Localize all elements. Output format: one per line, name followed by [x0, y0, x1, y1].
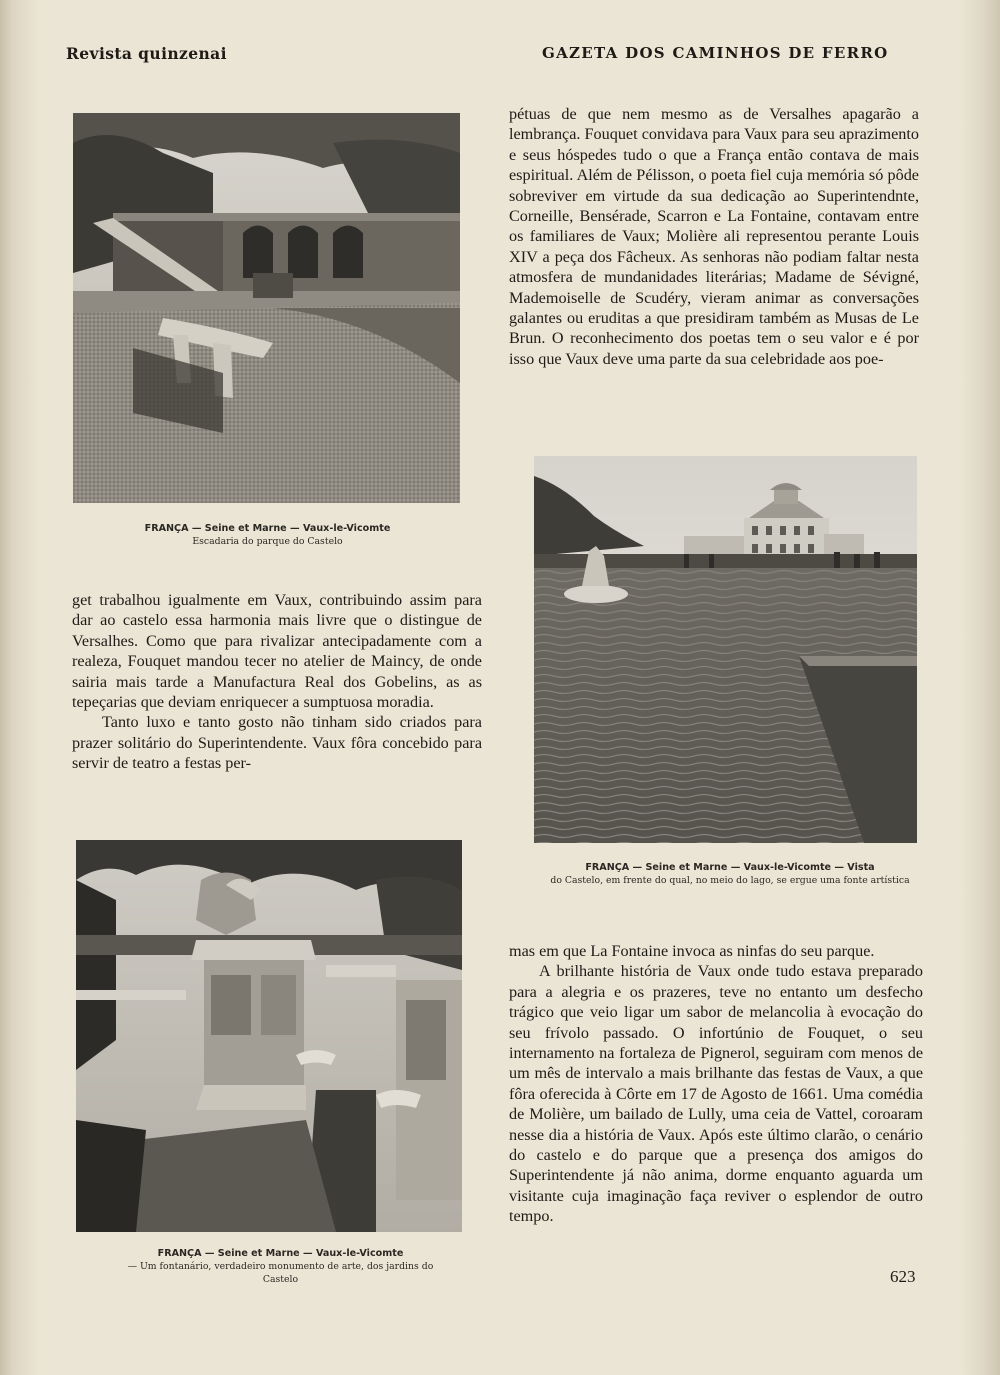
paragraph: mas em que La Fontaine invoca as ninfas do seu parque.: [509, 942, 875, 960]
caption-title: FRANÇA — Seine et Marne — Vaux-le-Vicomte: [144, 523, 391, 534]
running-header-left: Revista quinzenai: [66, 44, 227, 63]
caption-body: do Castelo, em frente do qual, no meio do lago, se ergue uma fonte artística: [550, 875, 910, 886]
photo-park-staircase: [73, 113, 460, 503]
text-column-right-top: [509, 104, 919, 369]
caption-figure-2: [550, 861, 910, 887]
photo-fountain: [76, 840, 462, 1232]
text-column-left-middle: [72, 590, 482, 774]
text-column-right-bottom: [509, 941, 923, 1227]
caption-title: FRANÇA — Seine et Marne — Vaux-le-Vicomte: [157, 1248, 404, 1259]
caption-body: — Um fontanário, verdadeiro monumento de arte, dos jardins do Castelo: [127, 1261, 434, 1285]
caption-title: FRANÇA — Seine et Marne — Vaux-le-Vicomte — Vista: [585, 862, 875, 873]
paragraph: get trabalhou igualmente em Vaux, contribuindo assim para dar ao castelo essa harmonia mais livre que o distingue de Versalhes. Como que para rivalizar antecipadamente com a realeza, Fouquet mandou tecer no atelier de Maincy, de onde sairia mais tarde a Manufactura Real dos Gobelins, as as tepeçarias que deviam enriquecer a sumptuosa moradia.: [72, 591, 482, 712]
caption-figure-1: [110, 522, 425, 548]
paragraph: A brilhante história de Vaux onde tudo estava preparado para a alegria e os prazeres, teve no entanto um desfecho trágico que veio ligar um sabor de melancolia à evocação do seu frívolo passado. O infortúnio de Fouquet, o seu internamento na fortaleza de Pignerol, seguiram com menos de um mês de intervalo a mais brilhante das festas de Vaux, a que fôra oferecida à Côrte em 17 de Agosto de 1661. Uma comédia de Molière, um bailado de Lully, uma ceia de Vattel, coroaram nesse dia a história de Vaux. Após este último clarão, o cenário do castelo e do parque que a presença dos amigos do Superintendente já não anima, dorme enquanto aguarda um visitante cuja imaginação faça reviver o esplendor de outro tempo.: [509, 962, 923, 1226]
caption-figure-3: [118, 1247, 443, 1286]
paragraph: pétuas de que nem mesmo as de Versalhes apagarão a lembrança. Fouquet convidava para Vaux para seu aprazimento e seus hóspedes tudo o que a França então contava de mais espiritual. Além de Pélisson, o poeta fiel cuja memória só pôde sobreviver em virtude da sua dedicação ao Superintendnte, Corneille, Bensérade, Scarron e La Fontaine, contavam entre os familiares de Vaux; Molière ali representou perante Louis XIV a peça dos Fâcheux. As senhoras não podiam faltar nesta atmosfera de mundanidades literárias; Madame de Sévigné, Mademoiselle de Scudéry, vieram animar as conversações galantes ou eruditas a que presidiram também as Musas de Le Brun. O reconhecimento dos poetas tem o seu valor e é por isso que Vaux deve uma parte da sua celebridade aos poe-: [509, 105, 919, 368]
paragraph: Tanto luxo e tanto gosto não tinham sido criados para prazer solitário do Superintendente. Vaux fôra concebido para servir de teatro a festas per-: [72, 713, 482, 773]
caption-body: Escadaria do parque do Castelo: [192, 536, 343, 547]
photo-castle-lake: [534, 456, 917, 843]
running-header-right: GAZETA DOS CAMINHOS DE FERRO: [542, 44, 889, 62]
page-number: 623: [890, 1267, 916, 1286]
